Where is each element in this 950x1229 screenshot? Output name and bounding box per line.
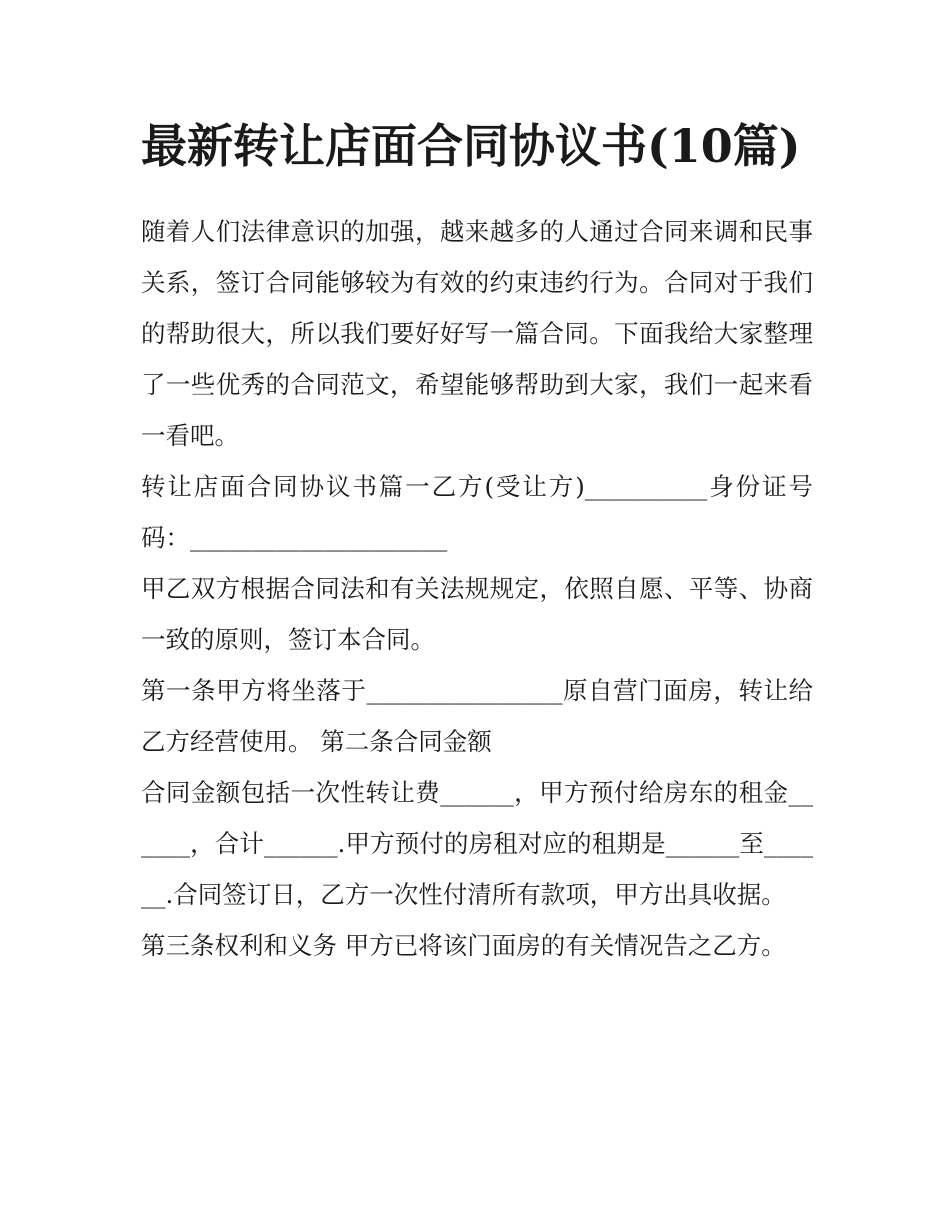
article-three-paragraph: 第三条权利和义务 甲方已将该门面房的有关情况告之乙方。 [141, 931, 786, 960]
transferee-id-paragraph: 转让店面合同协议书篇一乙方(受让方)__________身份证号码：_____________________ [141, 472, 813, 552]
principle-paragraph: 甲乙双方根据合同法和有关法规规定，依照自愿、平等、协商一致的原则，签订本合同。 [141, 574, 813, 654]
document-title: 最新转让店面合同协议书(10篇) [141, 119, 801, 173]
document-body [141, 106, 813, 971]
contract-amount-paragraph: 合同金额包括一次性转让费______，甲方预付给房东的租金______，合计______.甲方预付的房租对应的租期是______至______.合同签订日，乙方一次性付清所有款项，甲方出具收据。 [141, 778, 813, 909]
article-one-paragraph: 第一条甲方将坐落于________________原自营门面房，转让给乙方经营使用。 第二条合同金额 [141, 676, 813, 756]
intro-paragraph: 随着人们法律意识的加强，越来越多的人通过合同来调和民事关系，签订合同能够较为有效的约束违约行为。合同对于我们的帮助很大，所以我们要好好写一篇合同。下面我给大家整理了一些优秀的合同范文，希望能够帮助到大家，我们一起来看一看吧。 [141, 217, 813, 450]
